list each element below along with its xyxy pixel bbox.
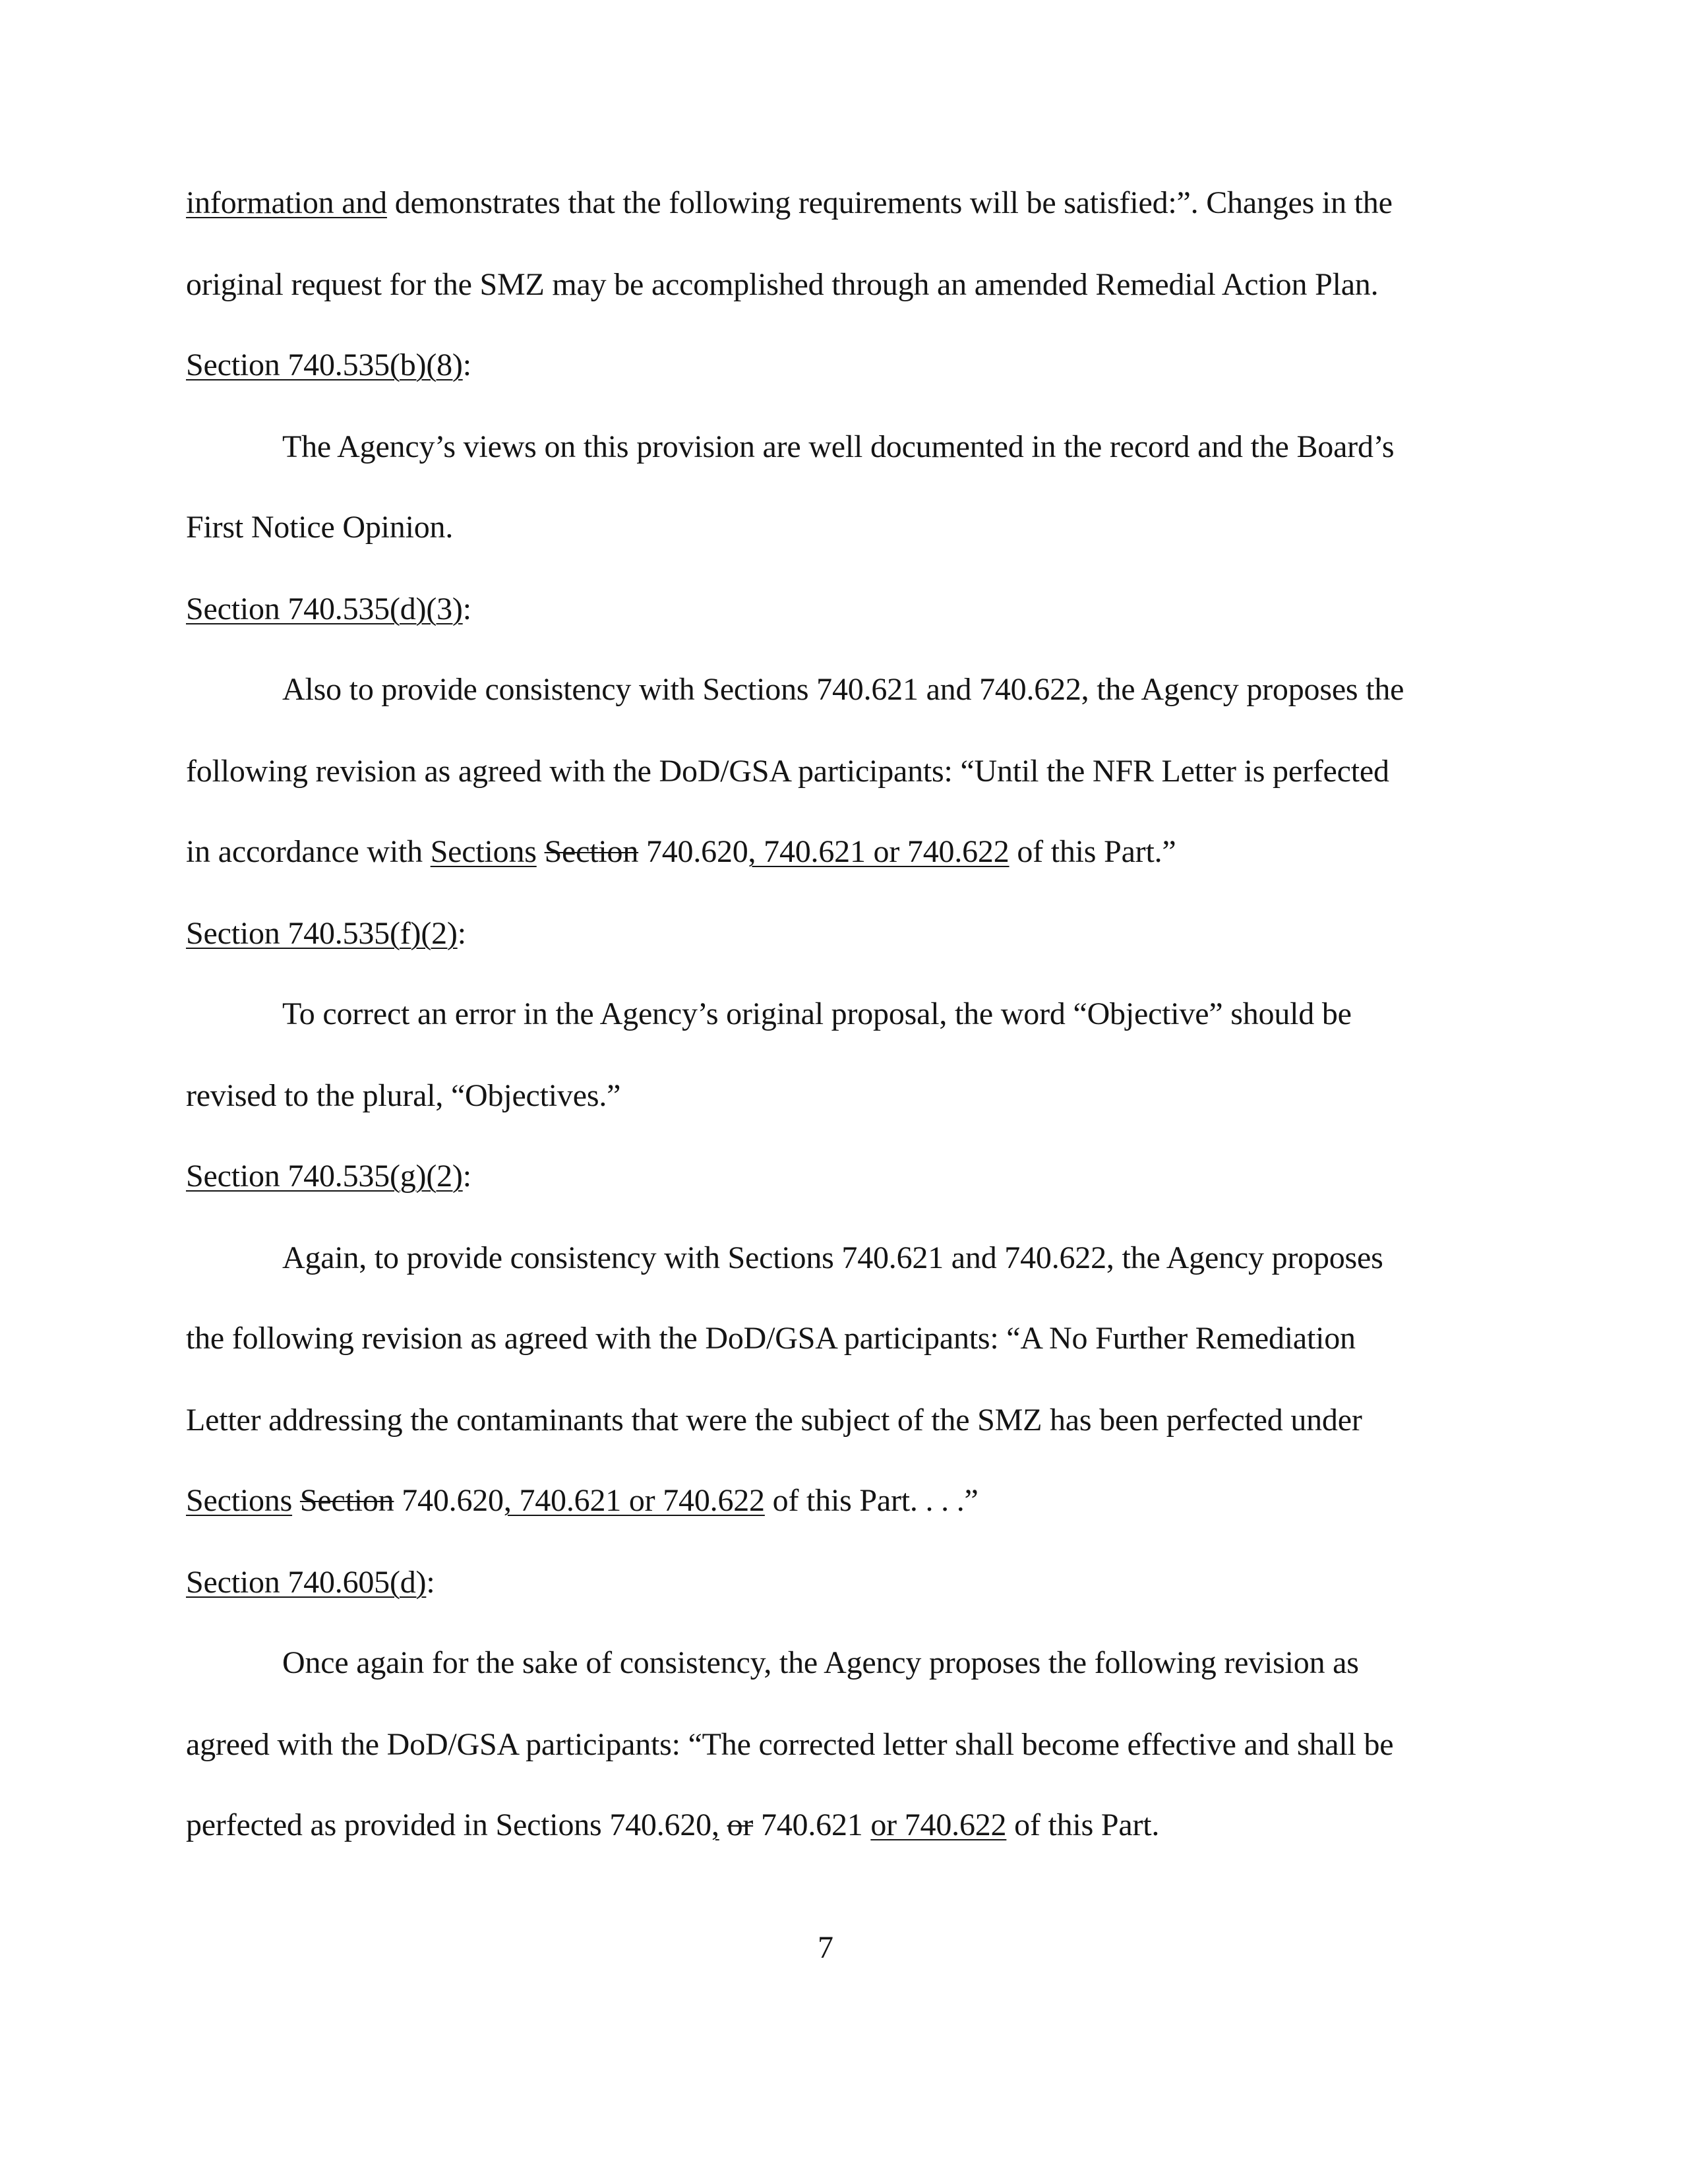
text-line: the following revision as agreed with the DoD/GSA participants: “A No Further Remediation xyxy=(186,1321,1356,1356)
section-heading: Section 740.535(f)(2): xyxy=(186,916,466,951)
underlined-insertion: or 740.622 xyxy=(870,1807,1007,1842)
underlined-insertion: information and xyxy=(186,185,387,220)
section-heading: Section 740.605(d): xyxy=(186,1565,435,1600)
underlined-insertion: , xyxy=(711,1807,719,1842)
text-line: Letter addressing the contaminants that were the subject of the SMZ has been perfected under xyxy=(186,1403,1362,1438)
underlined-insertion: Sections xyxy=(430,834,537,869)
underlined-insertion: , 740.621 or 740.622 xyxy=(503,1483,765,1518)
page-number: 7 xyxy=(818,1930,833,1965)
text-line: original request for the SMZ may be accomplished through an amended Remedial Action Plan. xyxy=(186,267,1379,302)
text-line: Sections Section 740.620, 740.621 or 740.622 of this Part. . . .” xyxy=(186,1483,979,1518)
underlined-insertion: , 740.621 or 740.622 xyxy=(748,834,1010,869)
text-line: following revision as agreed with the DoD/GSA participants: “Until the NFR Letter is perfected xyxy=(186,754,1389,789)
text-line: Again, to provide consistency with Sections 740.621 and 740.622, the Agency proposes xyxy=(282,1240,1383,1275)
text-line: information and demonstrates that the following requirements will be satisfied:”. Changes in the xyxy=(186,185,1393,220)
text-line: Once again for the sake of consistency, the Agency proposes the following revision as xyxy=(282,1645,1359,1680)
text-line: To correct an error in the Agency’s original proposal, the word “Objective” should be xyxy=(282,996,1352,1031)
text-line: revised to the plural, “Objectives.” xyxy=(186,1078,621,1113)
underlined-insertion: Sections xyxy=(186,1483,293,1518)
struck-deletion: or xyxy=(727,1807,754,1842)
text-line: First Notice Opinion. xyxy=(186,510,454,545)
struck-deletion: Section xyxy=(544,834,639,869)
struck-deletion: Section xyxy=(299,1483,394,1518)
section-heading: Section 740.535(d)(3): xyxy=(186,592,471,626)
text-line: agreed with the DoD/GSA participants: “The corrected letter shall become effective and shall be xyxy=(186,1727,1394,1762)
section-heading: Section 740.535(g)(2): xyxy=(186,1159,471,1194)
text-line: in accordance with Sections Section 740.620, 740.621 or 740.622 of this Part.” xyxy=(186,834,1176,869)
text-line: perfected as provided in Sections 740.620, or 740.621 or 740.622 of this Part. xyxy=(186,1807,1160,1842)
section-heading: Section 740.535(b)(8): xyxy=(186,348,471,382)
text-line: Also to provide consistency with Sections 740.621 and 740.622, the Agency proposes the xyxy=(282,672,1404,707)
text-line: The Agency’s views on this provision are well documented in the record and the Board’s xyxy=(282,429,1395,464)
